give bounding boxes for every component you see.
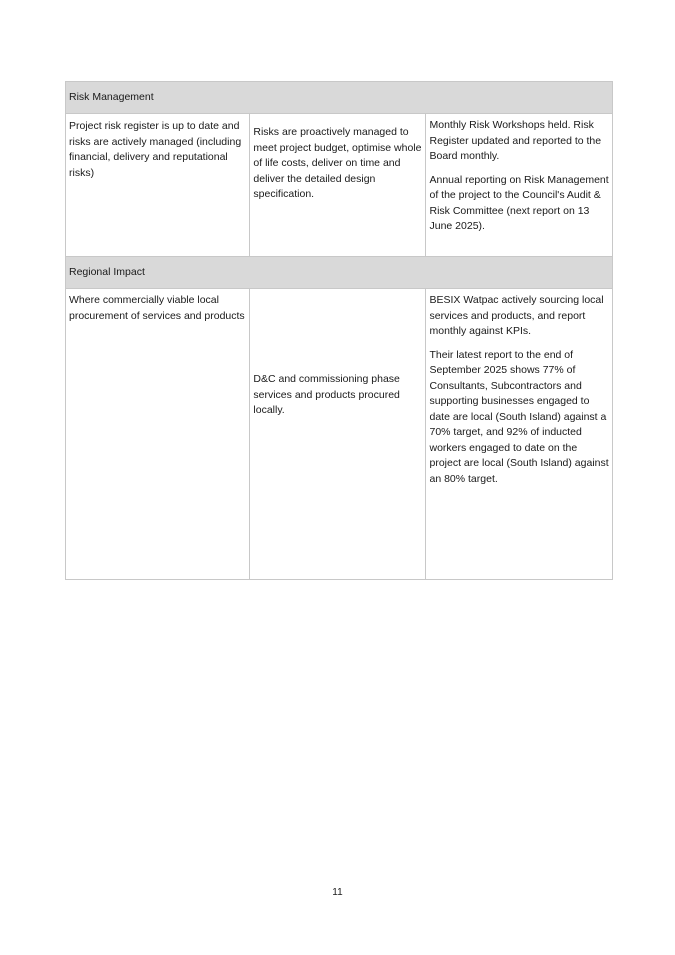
- section-header-row: [66, 82, 613, 114]
- cell-text: D&C and commissioning phase services and products procured locally.: [253, 373, 400, 416]
- section-heading: Risk Management: [66, 82, 613, 114]
- table-row: [66, 114, 613, 257]
- target-cell: [250, 114, 426, 257]
- cell-text: Project risk register is up to date and risks are actively managed (including financial, delivery and reputational risks): [69, 120, 242, 179]
- cell-text: Where commercially viable local procurement of services and products: [69, 294, 245, 322]
- cell-paragraph: Their latest report to the end of September 2025 shows 77% of Consultants, Subcontractors and supporting businesses engaged to date are local (South Island) against a 70% target, and 92% of inducted workers engaged to date on the project are local (South Island) against an 80% target.: [429, 348, 609, 485]
- report-table: [65, 81, 613, 580]
- section-header-row: [66, 257, 613, 289]
- page-number: 11: [332, 887, 343, 898]
- status-cell: [426, 114, 613, 257]
- section-heading: Regional Impact: [66, 257, 613, 289]
- cell-paragraph: Monthly Risk Workshops held. Risk Register updated and reported to the Board monthly.: [429, 119, 602, 162]
- cell-text: Risks are proactively managed to meet project budget, optimise whole of life costs, deliver on time and deliver the detailed design specification.: [253, 126, 422, 200]
- criteria-cell: [66, 289, 250, 580]
- table-row: [66, 289, 613, 580]
- status-cell: [426, 289, 613, 580]
- cell-paragraph: BESIX Watpac actively sourcing local services and products, and report monthly against KPIs.: [429, 294, 604, 337]
- cell-paragraph: Annual reporting on Risk Management of the project to the Council's Audit & Risk Committee (next report on 13 June 2025).: [429, 173, 609, 232]
- target-cell: [250, 289, 426, 580]
- criteria-cell: [66, 114, 250, 257]
